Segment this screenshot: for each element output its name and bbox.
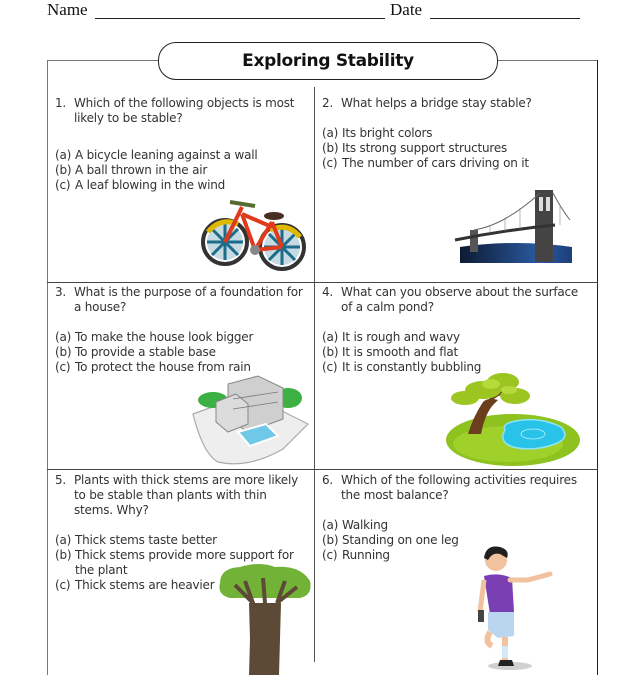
- frame-border-top-left: [47, 60, 160, 61]
- frame-border-top-right: [497, 60, 598, 61]
- question-number: 3.: [55, 285, 67, 299]
- name-label: Name: [47, 0, 88, 19]
- option-c[interactable]: (c) A leaf blowing in the wind: [55, 178, 226, 192]
- row-divider-2: [47, 469, 598, 470]
- question-text: What can you observe about the surface of a calm pond?: [341, 285, 579, 314]
- worksheet-title: Exploring Stability: [158, 42, 498, 80]
- option-b[interactable]: (b) Its strong support structures: [322, 141, 508, 155]
- question-number: 5.: [55, 473, 67, 487]
- name-field[interactable]: [95, 18, 385, 19]
- question-text: Plants with thick stems are more likely to be stable than plants with thin stems. Why?: [74, 473, 299, 517]
- boy-balancing-illustration: [470, 542, 560, 672]
- option-c[interactable]: (c) It is constantly bubbling: [322, 360, 482, 374]
- question-number: 4.: [322, 285, 334, 299]
- question-4: [322, 285, 584, 375]
- option-b[interactable]: (b) It is smooth and flat: [322, 345, 459, 359]
- question-text: Which of the following activities requires the most balance?: [341, 473, 577, 502]
- option-b[interactable]: (b) A ball thrown in the air: [55, 163, 208, 177]
- question-text: Which of the following objects is most likely to be stable?: [74, 96, 295, 125]
- question-3: [55, 285, 305, 375]
- option-b[interactable]: (b) Thick stems provide more support for the plant: [55, 548, 294, 577]
- option-c[interactable]: (c) The number of cars driving on it: [322, 156, 529, 170]
- frame-border-left: [47, 60, 48, 675]
- option-c[interactable]: (c) Running: [322, 548, 390, 562]
- question-2: [322, 96, 582, 171]
- question-number: 2.: [322, 96, 334, 110]
- suspension-bridge-illustration: [450, 185, 575, 265]
- worksheet-header: [0, 0, 625, 24]
- option-b[interactable]: (b) Standing on one leg: [322, 533, 459, 547]
- baobab-tree-illustration: [215, 563, 315, 675]
- option-a[interactable]: (a) Its bright colors: [322, 126, 433, 140]
- date-label: Date: [390, 0, 423, 19]
- option-a[interactable]: (a) Thick stems taste better: [55, 533, 217, 547]
- row-divider-1: [47, 282, 598, 283]
- question-text: What is the purpose of a foundation for a house?: [74, 285, 303, 314]
- option-a[interactable]: (a) It is rough and wavy: [322, 330, 460, 344]
- option-c[interactable]: (c) Thick stems are heavier: [55, 578, 215, 592]
- question-1: [55, 96, 305, 193]
- date-field[interactable]: [430, 18, 580, 19]
- house-illustration: [188, 374, 313, 469]
- option-a[interactable]: (a) A bicycle leaning against a wall: [55, 148, 258, 162]
- question-number: 6.: [322, 473, 334, 487]
- frame-border-right: [597, 60, 598, 675]
- option-b[interactable]: (b) To provide a stable base: [55, 345, 216, 359]
- option-a[interactable]: (a) Walking: [322, 518, 388, 532]
- tree-and-pond-illustration: [443, 372, 583, 467]
- option-c[interactable]: (c) To protect the house from rain: [55, 360, 251, 374]
- bicycle-illustration: [200, 192, 310, 277]
- question-text: What helps a bridge stay stable?: [341, 96, 532, 110]
- option-a[interactable]: (a) To make the house look bigger: [55, 330, 254, 344]
- question-number: 1.: [55, 96, 67, 110]
